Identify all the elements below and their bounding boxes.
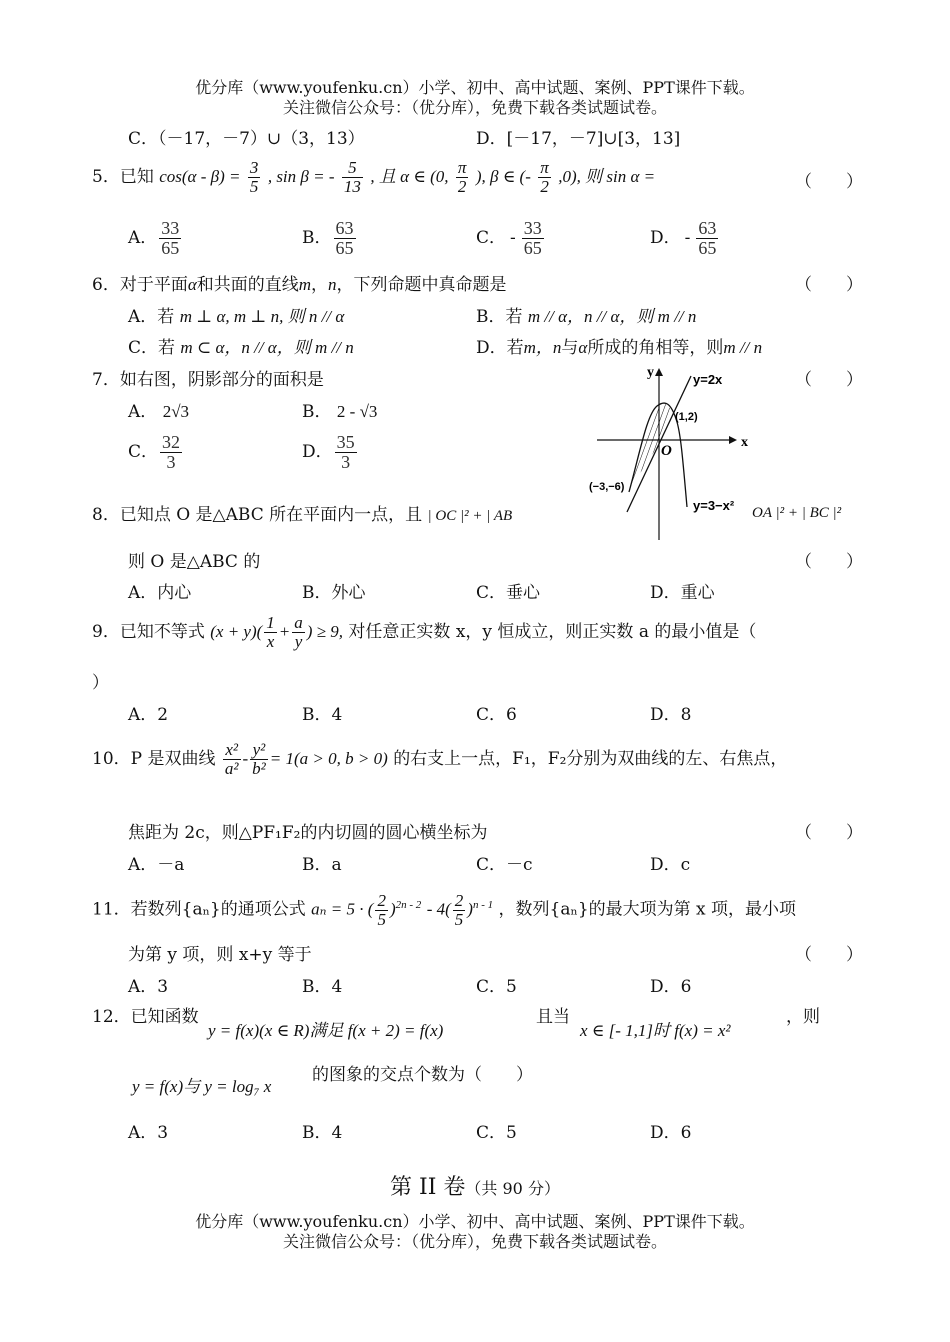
q11-option-a: A．3 bbox=[128, 977, 169, 997]
header-line-1: 优分库（www.youfenku.cn）小学、初中、高中试题、案例、PPT课件下载。 bbox=[195, 78, 755, 97]
q8-stem: 8．已知点 O 是△ABC 所在平面内一点，且 | OC |² + | AB bbox=[92, 505, 513, 525]
q5-a-frac: $\frac{33}{65}$ bbox=[161, 218, 180, 258]
q5-c-frac: $\frac{33}{65}$ bbox=[523, 218, 542, 258]
q9-option-c: C．6 bbox=[476, 705, 517, 725]
q10-frac-y2-b2: $\frac{\text{y²}}{\text{b²}}$ bbox=[252, 740, 266, 778]
q10-frac-x2-a2: $\frac{\text{x²}}{\text{a²}}$ bbox=[224, 740, 239, 778]
q5-option-b: B． $\frac{63}{65}$ bbox=[302, 218, 354, 258]
q8-expr-2: OA |² + | BC |² bbox=[752, 505, 842, 521]
q5-cos-expr: cos(α - β) = bbox=[159, 167, 241, 186]
q6-option-d: D．若m，n与α所成的角相等，则m // n bbox=[476, 338, 763, 358]
q5-frac-pi-2b: $\frac{\pi}{2}$ bbox=[540, 158, 549, 196]
footer-line-1: 优分库（www.youfenku.cn）小学、初中、高中试题、案例、PPT课件下载。 bbox=[195, 1212, 755, 1231]
q12-option-d: D．6 bbox=[650, 1123, 692, 1143]
graph-y-label: y bbox=[647, 365, 654, 380]
q12-condition-1: y = f(x)(x ∈ R)满足 f(x + 2) = f(x) bbox=[208, 1021, 444, 1040]
graph-point-neg3-neg6: (−3,−6) bbox=[589, 481, 625, 493]
q11-stem: 11．若数列{aₙ}的通项公式 aₙ = 5 · ( $\frac{2}{5}$ )$^{2n - 2}$ - 4( $\frac{2}{5}$ )$^{n - 1}$ ，数列{aₙ}的最大项为第 x 项，最小项 bbox=[92, 890, 797, 929]
q7-answer-paren: （ ） bbox=[795, 370, 863, 390]
q6-option-b: B．若 m // α，n // α，则 m // n bbox=[476, 307, 697, 327]
q6-answer-paren: （ ） bbox=[795, 275, 863, 295]
q11-answer-paren: （ ） bbox=[795, 945, 863, 965]
q11-option-c: C．5 bbox=[476, 977, 517, 997]
q5-option-d: D． - $\frac{63}{65}$ bbox=[650, 218, 717, 258]
footer-line-2: 关注微信公众号：（优分库），免费下载各类试题试卷。 bbox=[282, 1232, 667, 1251]
q5-condition-2: ), β ∈ (- bbox=[475, 167, 531, 186]
q5-condition: , 且 α ∈ (0, bbox=[370, 167, 449, 186]
q5-d-frac: $\frac{63}{65}$ bbox=[698, 218, 717, 258]
q10-answer-paren: （ ） bbox=[795, 823, 863, 843]
q9-frac-1-x: $\frac{1}{x}$ bbox=[266, 613, 275, 651]
q7-graph bbox=[585, 362, 770, 542]
q12-number: 12．已知函数 bbox=[92, 1007, 199, 1027]
graph-line-label: y=2x bbox=[693, 372, 723, 387]
part-2-score: （共 90 分） bbox=[465, 1179, 560, 1198]
q9-option-a: A．2 bbox=[128, 705, 169, 725]
q11-line-2: 为第 y 项，则 x+y 等于 bbox=[128, 945, 312, 965]
q9-option-b: B．4 bbox=[302, 705, 343, 725]
q5-condition-3: ,0), 则 sin α = bbox=[558, 167, 656, 186]
q12-text-1: 且当 bbox=[536, 1007, 570, 1027]
q7-stem: 7．如右图，阴影部分的面积是 bbox=[92, 370, 324, 390]
q12-option-b: B．4 bbox=[302, 1123, 343, 1143]
graph-parabola-label: y=3−x² bbox=[693, 498, 735, 513]
q9-frac-a-y: $\frac{a}{y}$ bbox=[294, 613, 303, 651]
q8-option-a: A．内心 bbox=[128, 583, 192, 603]
q5-answer-paren: （ ） bbox=[795, 172, 863, 192]
q8-answer-paren: （ ） bbox=[795, 552, 863, 572]
q11-frac-2-5b: $\frac{2}{5}$ bbox=[454, 890, 464, 929]
q7-option-a: A． 2√3 bbox=[128, 402, 190, 422]
q11-frac-2-5a: $\frac{2}{5}$ bbox=[377, 890, 386, 929]
q8-line-2: 则 O 是△ABC 的 bbox=[128, 552, 261, 572]
q10-stem: 10．P 是双曲线 $\frac{\text{x²}}{\text{a²}}$ - $\frac{\text{y²}}{\text{b²}}$ = 1(a > 0, b > 0) 的右支上一点，F₁，F₂分别为双曲线的左、右焦点， bbox=[92, 740, 788, 778]
header-line-2: 关注微信公众号：（优分库），免费下载各类试题试卷。 bbox=[282, 98, 667, 117]
q7-d-frac: $\frac{35}{3}$ bbox=[336, 432, 355, 472]
q12-text-2: ，则 bbox=[786, 1007, 820, 1027]
q10-option-b: B．a bbox=[302, 855, 342, 875]
q8-option-b: B．外心 bbox=[302, 583, 366, 603]
part-2-heading: 第 II 卷 bbox=[390, 1175, 466, 1200]
q12-option-a: A．3 bbox=[128, 1123, 169, 1143]
x-axis-arrow bbox=[729, 436, 737, 444]
q11-option-b: B．4 bbox=[302, 977, 343, 997]
q12-text-3: 的图象的交点个数为（ ） bbox=[312, 1065, 533, 1085]
q10-option-c: C．－c bbox=[476, 855, 533, 875]
q5-frac-pi-2: $\frac{\pi}{2}$ bbox=[457, 158, 467, 196]
q8-option-c: C．垂心 bbox=[476, 583, 541, 603]
q9-close-paren: ） bbox=[92, 673, 109, 693]
q12-condition-2: x ∈ [- 1,1]时 f(x) = x² bbox=[580, 1021, 731, 1040]
q12-functions: y = f(x)与 y = log₇ x bbox=[132, 1077, 272, 1096]
q6-option-a: A．若 m ⊥ α, m ⊥ n, 则 n // α bbox=[128, 307, 345, 327]
q10-line-2: 焦距为 2c，则△PF₁F₂的内切圆的圆心横坐标为 bbox=[128, 823, 488, 843]
q8-option-d: D．重心 bbox=[650, 583, 715, 603]
q5-option-a: A． $\frac{33}{65}$ bbox=[128, 218, 180, 258]
q10-option-a: A．－a bbox=[128, 855, 185, 875]
q5-option-c: C． - $\frac{33}{65}$ bbox=[476, 218, 542, 258]
q6-stem: 6．对于平面α和共面的直线m，n，下列命题中真命题是 bbox=[92, 275, 507, 295]
q5-number: 5．已知 bbox=[92, 167, 154, 187]
graph-point-1-2: (1,2) bbox=[675, 411, 698, 423]
q5-frac-5-13: $\frac{5}{13}$ bbox=[343, 158, 361, 196]
q9-option-d: D．8 bbox=[650, 705, 692, 725]
q11-option-d: D．6 bbox=[650, 977, 692, 997]
q5-b-frac: $\frac{63}{65}$ bbox=[335, 218, 354, 258]
q7-option-c: C． $\frac{32}{3}$ bbox=[128, 432, 181, 472]
q4-option-d: D．[－17，－7]∪[3，13] bbox=[476, 129, 681, 149]
q4-option-c: C．（－17，－7）∪（3，13） bbox=[128, 129, 365, 149]
q7-c-frac: $\frac{32}{3}$ bbox=[162, 432, 181, 472]
q9-stem: 9．已知不等式 (x + y)( $\frac{1}{x}$ + $\frac{a}{y}$ ) ≥ 9, 对任意正实数 x，y 恒成立，则正实数 a 的最小值是（ bbox=[92, 613, 757, 651]
q10-option-d: D．c bbox=[650, 855, 691, 875]
part-2-title bbox=[0, 1170, 950, 1201]
q5-sin-expr: , sin β = - bbox=[267, 167, 335, 186]
q7-option-b: B． 2 - √3 bbox=[302, 402, 378, 422]
y-axis-arrow bbox=[655, 368, 663, 376]
q5-stem bbox=[92, 152, 655, 202]
graph-x-label: x bbox=[741, 435, 748, 450]
q5-frac-3-5: $\frac{3}{5}$ bbox=[249, 158, 259, 196]
q12-option-c: C．5 bbox=[476, 1123, 517, 1143]
q6-option-c: C．若 m ⊂ α，n // α，则 m // n bbox=[128, 338, 354, 358]
q8-expr-1: | OC |² + | AB bbox=[427, 508, 513, 524]
q7-option-d: D． $\frac{35}{3}$ bbox=[302, 432, 355, 472]
graph-origin-label: O bbox=[661, 443, 672, 459]
